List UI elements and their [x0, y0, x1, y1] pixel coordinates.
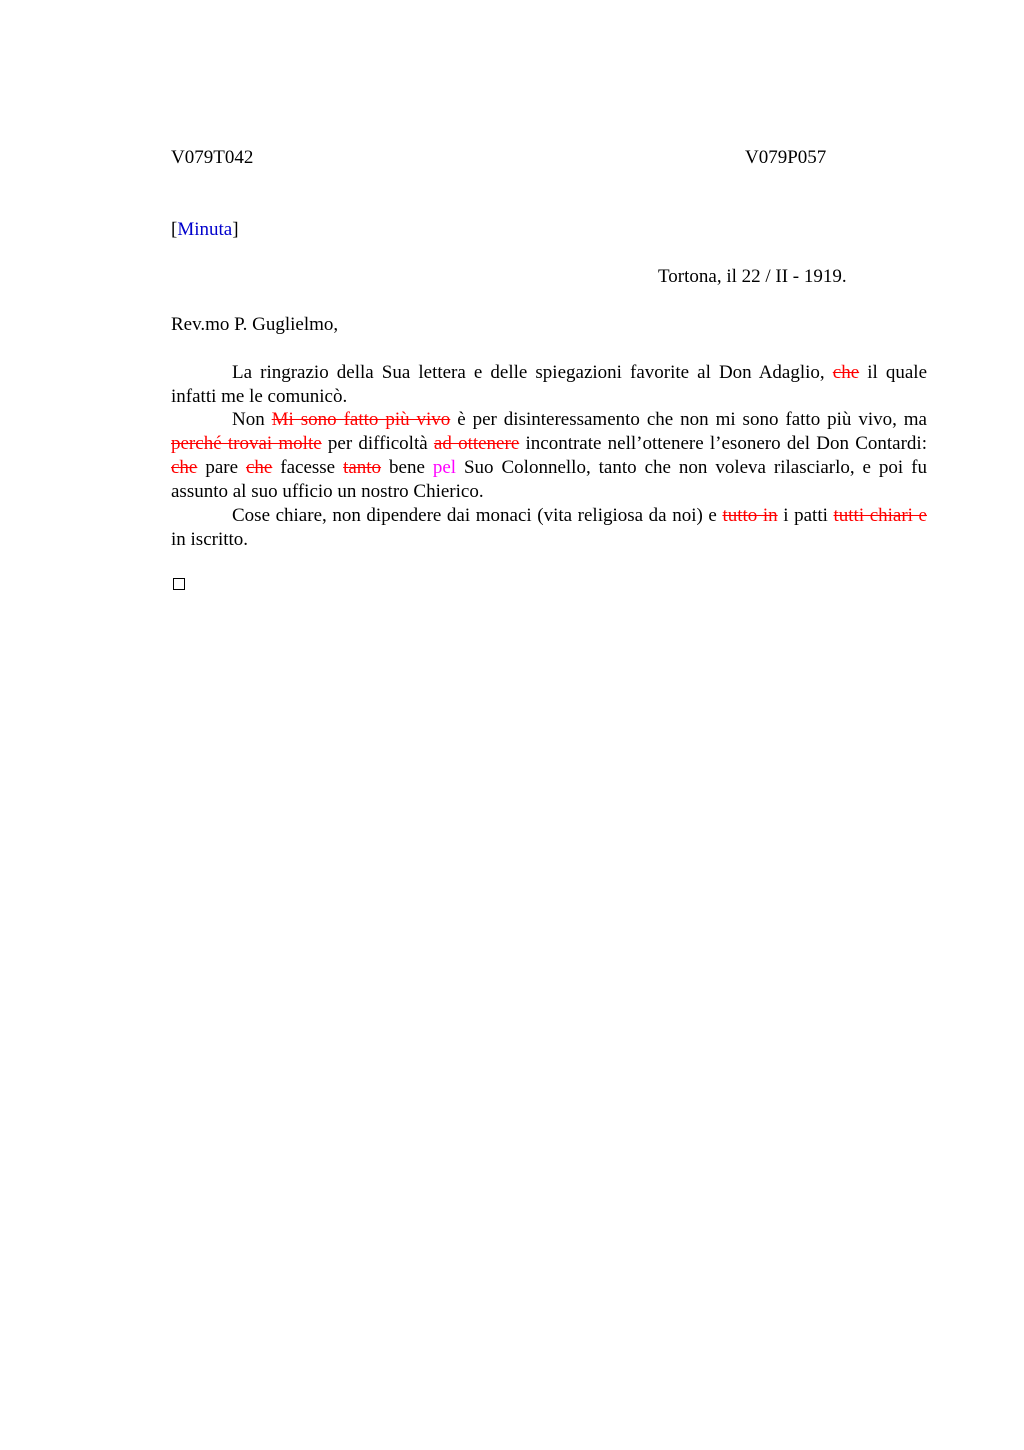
deleted-text: che [171, 457, 198, 478]
text-run: Cose chiare, non dipendere dai monaci (vita religiosa da noi) e [232, 505, 723, 526]
text-run: Suo Colonnello, tanto che non voleva rilasciarlo, e poi fu assunto al suo ufficio un nostro Chierico. [171, 457, 927, 502]
note-close-bracket: ] [232, 219, 239, 240]
dateline: Tortona, il 22 / II - 1919. [658, 266, 847, 287]
deleted-text: che [245, 457, 273, 478]
document-code-right: V079P057 [745, 147, 827, 168]
text-run: è per disinteressamento che non mi sono fatto più vivo, ma [450, 409, 927, 430]
text-run: incontrate nell’ottenere l’esonero del Don Contardi: [519, 433, 927, 454]
text-run: per difficoltà [321, 433, 434, 454]
deleted-text: tanto [343, 457, 382, 478]
text-run: Non [232, 409, 272, 430]
text-run: il quale infatti me le comunicò. [171, 362, 927, 407]
deleted-text: tutto in [722, 505, 778, 526]
salutation: Rev.mo P. Guglielmo, [171, 314, 339, 335]
deleted-text: tutti chiari e [833, 505, 927, 526]
text-run: facesse [272, 457, 344, 478]
text-run: La ringrazio della Sua lettera e delle spiegazioni favorite al Don Adaglio, [232, 362, 833, 383]
end-marker-square [173, 578, 185, 590]
text-run: i patti [777, 505, 834, 526]
paragraph-1 [171, 361, 927, 409]
note-label: Minuta [177, 219, 233, 240]
deleted-text: ad ottenere [433, 433, 520, 454]
paragraph-3 [171, 504, 927, 552]
paragraph-2 [171, 408, 927, 504]
deleted-text: Mi sono fatto più vivo [271, 409, 451, 430]
note-open-bracket: [ [171, 219, 178, 240]
deleted-text: perché trovai molte [171, 433, 322, 454]
deleted-text: che [832, 362, 860, 383]
document-code-left: V079T042 [171, 147, 254, 168]
editorial-note [171, 218, 239, 242]
text-run: bene [381, 457, 433, 478]
text-run: in iscritto. [171, 529, 249, 550]
text-run: pare [197, 457, 246, 478]
inserted-text: pel [432, 457, 457, 478]
